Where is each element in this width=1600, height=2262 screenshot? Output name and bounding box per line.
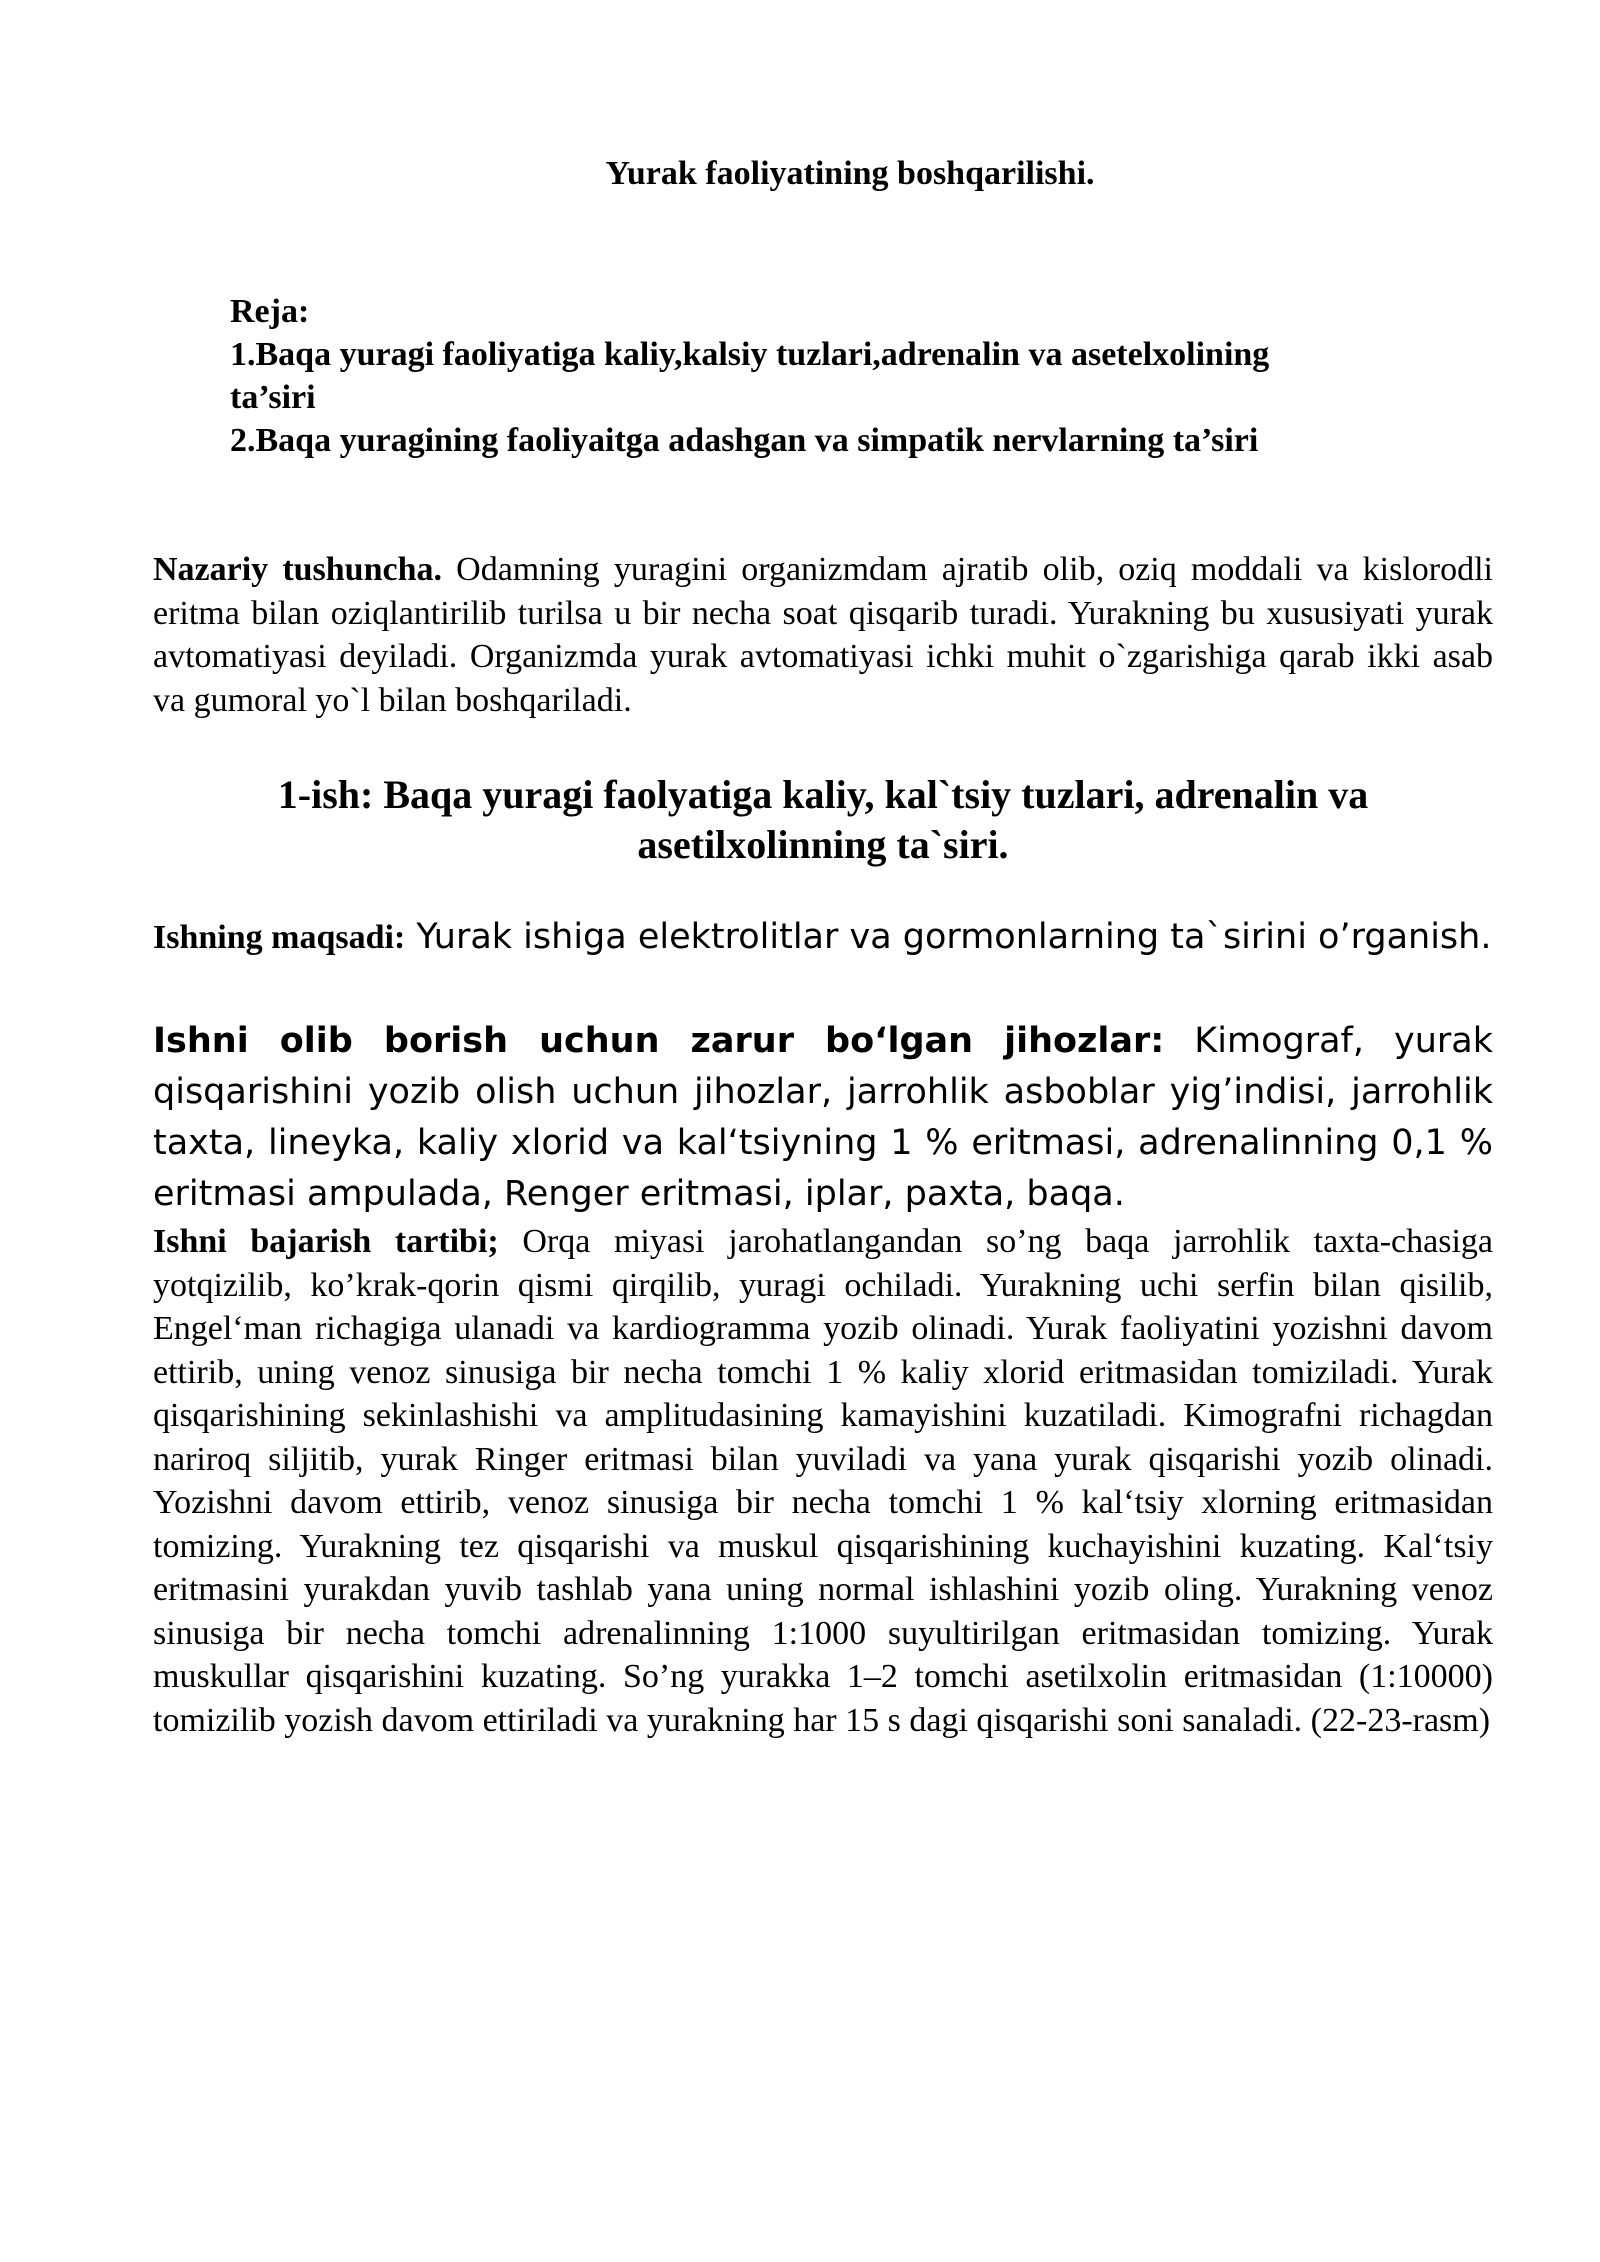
- work1-heading-line-1: 1-ish: Baqa yuragi faolyatiga kaliy, kal`tsiy tuzlari, adrenalin va: [277, 772, 1369, 817]
- plan-section: [230, 290, 1410, 462]
- goal-paragraph: [153, 912, 1493, 963]
- goal-label: Ishning maqsadi:: [153, 919, 406, 956]
- goal-text: Yurak ishiga elektrolitlar va gormonlarning ta`sirini o’rganish.: [405, 917, 1492, 957]
- plan-heading: Reja:: [230, 293, 310, 330]
- equipment-text: Kimograf, yurak qisqarishini yozib olish uchun jihozlar, jarrohlik asboblar yig’indisi, jarrohlik taxta, lineyka, kaliy xlorid va kal‘tsiyning 1 % eritmasi, adrenalinning 0,1 % eritmasi ampulada, Renger eritmasi, iplar, paxta, baqa.: [153, 1021, 1493, 1214]
- procedure-paragraph: [153, 1220, 1493, 1742]
- procedure-text: Orqa miyasi jarohatlangandan so’ng baqa jarrohlik taxta-chasiga yotqizilib, ko’krak-qorin qismi qirqilib, yuragi ochiladi. Yurakning uchi serfin bilan qisilib, Engel‘man richagiga ulanadi va kardiogramma yozib olinadi. Yurak faoliyatini yozishni davom ettirib, uning venoz sinusiga bir necha tomchi 1 % kaliy xlorid eritmasidan tomiziladi. Yurak qisqarishining sekinlashishi va amplitudasining kamayishini kuzatiladi. Kimografni richagdan nariroq siljitib, yurak Ringer eritmasi bilan yuviladi va yana yurak qisqarishi yozib olinadi. Yozishni davom ettirib, venoz sinusiga bir necha tomchi 1 % kal‘tsiy xlorning eritmasidan tomizing. Yurakning tez qisqarishi va muskul qisqarishining kuchayishini kuzating. Kal‘tsiy eritmasini yurakdan yuvib tashlab yana uning normal ishlashini yozib oling. Yurakning venoz sinusiga bir necha tomchi adrenalinning 1:1000 suyultirilgan eritmasidan tomizing. Yurak muskullar qisqarishini kuzating. So’ng yurakka 1–2 tomchi asetilxolin eritmasidan (1:10000) tomizilib yozish davom ettiriladi va yurakning har 15 s dagi qisqarishi soni sanaladi. (22-23-rasm): [153, 1223, 1494, 1739]
- plan-item-2: 2.Baqa yuragining faoliyaitga adashgan va simpatik nervlarning ta’siri: [230, 422, 1259, 459]
- equipment-label: Ishni olib borish uchun zarur bo‘lgan jihozlar:: [153, 1021, 1165, 1061]
- procedure-label: Ishni bajarish tartibi;: [153, 1223, 499, 1260]
- theory-label: Nazariy tushuncha.: [153, 551, 443, 588]
- work1-heading: [153, 770, 1493, 870]
- work1-heading-line-2: asetilxolinning ta`siri.: [637, 822, 1009, 867]
- plan-item-1-line-2: ta’siri: [230, 379, 316, 416]
- theory-paragraph: [153, 548, 1493, 722]
- theory-text: Odamning yuragini organizmdam ajratib olib, oziq moddali va kislorodli eritma bilan oziqlantirilib turilsa u bir necha soat qisqarib turadi. Yurakning bu xususiyati yurak avtomatiyasi deyiladi. Organizmda yurak avtomatiyasi ichki muhit o`zgarishiga qarab ikki asab va gumoral yo`l bilan boshqariladi.: [153, 551, 1494, 719]
- equipment-paragraph: [153, 1016, 1493, 1220]
- page-title: Yurak faoliyatining boshqarilishi.: [605, 155, 1095, 192]
- plan-item-1-line-1: 1.Baqa yuragi faoliyatiga kaliy,kalsiy tuzlari,adrenalin va asetelxolining: [230, 336, 1270, 373]
